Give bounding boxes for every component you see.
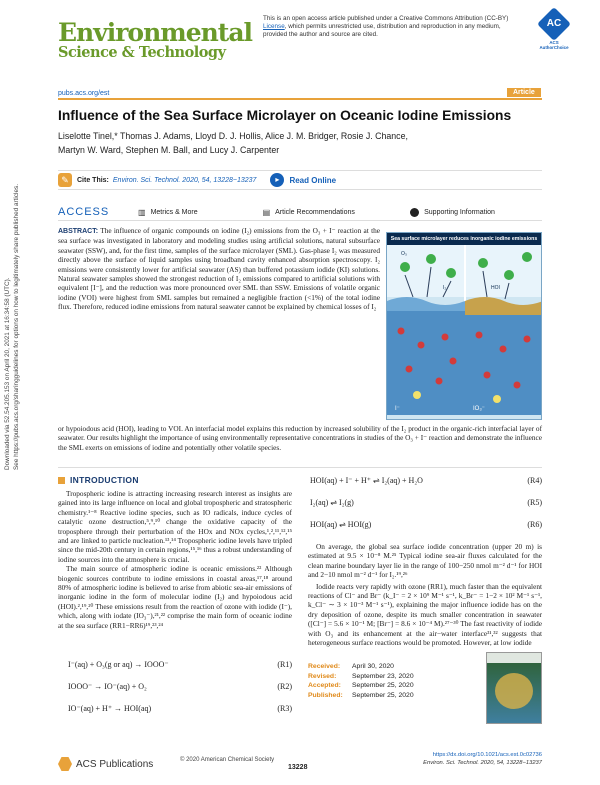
date-published-label: Published: bbox=[308, 691, 343, 699]
date-revised-value: September 23, 2020 bbox=[352, 672, 414, 680]
journal-cover-image[interactable] bbox=[486, 652, 542, 724]
supporting-info-link[interactable]: Supporting Information bbox=[424, 208, 495, 216]
intro-column-right bbox=[308, 542, 542, 647]
equation-r1 bbox=[68, 660, 292, 669]
journal-url[interactable]: pubs.acs.org/est bbox=[58, 90, 110, 97]
equations-right bbox=[310, 476, 542, 529]
footer-doi[interactable]: https://dx.doi.org/10.1021/acs.est.0c02736 bbox=[432, 752, 542, 758]
authors-line-1: Liselotte Tinel,* Thomas J. Adams, Lloyd D. J. Hollis, Alice J. M. Bridger, Rosie J. Chance, bbox=[58, 131, 408, 141]
equations-left bbox=[68, 660, 292, 713]
intro-heading bbox=[58, 475, 139, 485]
equation-r4 bbox=[310, 476, 542, 485]
intro-paragraph-1: Tropospheric iodine is attracting increasing research interest as insights are gained into its large influence on local and global tropospheric and stratospheric chemistry.¹⁻⁸ Reactive iodine species, such as IO radicals, induce cycles of catalytic ozone destruction,⁵,⁹,¹⁰ change the oxidative capacity of the troposphere through their perturbation of the HOx and NOx cycles,¹,²,¹¹,¹²,¹⁵ and are linked to particle nucleation.¹³,¹⁴ Tropospheric iodine levels have tripled since the mid-20th century in certain regions,¹⁵,¹⁶ thus a robust understanding of iodine sources into the atmosphere is crucial. bbox=[58, 489, 292, 564]
access-label: ACCESS bbox=[58, 206, 110, 218]
authorchoice-badge bbox=[536, 12, 572, 52]
toc-mark-5: HOI bbox=[491, 285, 500, 291]
equation-r5 bbox=[310, 498, 542, 507]
cite-bar bbox=[58, 170, 542, 190]
date-revised-label: Revised: bbox=[308, 672, 337, 680]
toc-mark-1: I⁻ bbox=[395, 406, 400, 412]
metrics-icon[interactable]: ▥ bbox=[138, 207, 146, 217]
intro-heading-label: INTRODUCTION bbox=[70, 475, 139, 485]
abstract-text bbox=[58, 226, 380, 312]
dates-box bbox=[308, 662, 458, 700]
abstract-label: ABSTRACT: bbox=[58, 228, 99, 235]
equation-r4-num: (R4) bbox=[527, 476, 542, 485]
equation-r1-num: (R1) bbox=[277, 660, 292, 669]
date-received-label: Received: bbox=[308, 663, 341, 670]
copyright-notice: © 2020 American Chemical Society bbox=[180, 757, 275, 763]
right-paragraph-1: On average, the global sea surface iodide concentration (upper 20 m) is estimated at 9.5 × 10⁻⁸ M.²⁵ Typical iodine sea-air fluxes calculated for the clean marine boundary layer lie in the range of 100−250 nmol m⁻² d⁻¹ for HOI and 2−10 nmol m⁻² d⁻¹ for I₂.¹⁹,²⁶ bbox=[308, 542, 542, 580]
date-accepted bbox=[308, 681, 458, 691]
toc-mark-4: I₂ bbox=[443, 285, 447, 291]
author-list bbox=[58, 130, 548, 157]
logo-top: Environmental bbox=[58, 18, 253, 47]
license-notice bbox=[263, 15, 525, 39]
equation-r3 bbox=[68, 704, 292, 713]
toc-illustration bbox=[387, 245, 542, 415]
article-title: Influence of the Sea Surface Microlayer on Oceanic Iodine Emissions bbox=[58, 108, 512, 123]
date-accepted-label: Accepted: bbox=[308, 682, 341, 690]
cite-text[interactable]: Environ. Sci. Technol. 2020, 54, 13228−13237 bbox=[112, 176, 257, 184]
date-published-value: September 25, 2020 bbox=[352, 691, 414, 699]
equation-r2-num: (R2) bbox=[277, 682, 292, 691]
intro-column-left bbox=[58, 489, 292, 630]
sidebar-line-2: See https://pubs.acs.org/sharingguidelines for options on how to legitimately share published articles. bbox=[12, 184, 20, 470]
read-online-link[interactable]: Read Online bbox=[289, 175, 337, 185]
date-received bbox=[308, 662, 458, 672]
intro-paragraph-2: The main source of atmospheric iodine is oceanic emissions.²² Although biogenic sources contribute to iodine emissions in coastal areas,¹⁷,¹⁸ around 80% of atmospheric iodine is believed to arise from abiotic sea-air emissions of inorganic iodine in the form of molecular iodine (I₂) and hypoiodous acid (HOI).²,¹⁹,²⁰ These emissions result from the reaction of ozone with iodide (I⁻), which, along with iodate (IO₃⁻),²¹,²² comprise the main form of oceanic iodine at the sea surface (RR1−RR6)¹⁹,²³,²⁴ bbox=[58, 564, 292, 630]
article-type-badge: Article bbox=[507, 88, 541, 97]
toc-banner: Sea surface microlayer reduces inorganic iodine emissions bbox=[387, 233, 541, 245]
equation-r6-expr: HOI(aq) ⇌ HOI(g) bbox=[310, 520, 372, 529]
date-received-value: April 30, 2020 bbox=[352, 663, 394, 670]
equation-r1-expr: I⁻(aq) + O₃(g or aq) → IOOO⁻ bbox=[68, 660, 169, 669]
equation-r4-expr: HOI(aq) + I⁻ + H⁺ ⇌ I₂(aq) + H₂O bbox=[310, 476, 423, 485]
sidebar-line-1: Downloaded via 52.54.205.153 on April 20, 2021 at 16:34:58 (UTC). bbox=[4, 277, 11, 470]
supporting-info-icon[interactable] bbox=[410, 208, 419, 217]
page-number: 13228 bbox=[288, 764, 308, 771]
license-link[interactable]: License bbox=[263, 23, 285, 30]
read-online-icon[interactable]: ▸ bbox=[270, 173, 284, 187]
cite-icon[interactable]: ✎ bbox=[58, 173, 72, 187]
authors-line-2: Martyn W. Ward, Stephen M. Ball, and Lucy J. Carpenter bbox=[58, 144, 280, 155]
ac-badge-label: AC bbox=[546, 18, 562, 29]
metrics-link[interactable]: Metrics & More bbox=[150, 208, 198, 216]
equation-r2-expr: IOOO⁻ → IO⁻(aq) + O₂ bbox=[68, 682, 147, 691]
recommendations-icon[interactable]: ▤ bbox=[262, 207, 271, 217]
footer-citation: Environ. Sci. Technol. 2020, 54, 13228−13237 bbox=[423, 760, 542, 766]
abstract-text-continued: or hypoiodous acid (HOI), leading to VOI. An interfacial model explains this reduction by increased solubility of the I₂ product in the organic-rich interfacial layer of seawater. Our results highlight the importance of using environmentally representative concentrations in studies of the O₃ + I⁻ reaction and demonstrate the influence the SML exerts on emissions of iodine and potentially other volatile species. bbox=[58, 424, 542, 452]
abstract-body: The influence of organic compounds on iodine (I₂) emissions from the O₃ + I⁻ reaction at the sea surface was investigated in laboratory and modeling studies using artificial solutions, natural subsurface seawater (SSW), and, for the first time, samples of the surface microlayer (SML). Gas-phase I₂ was measured directly above the surface of liquid samples using broadband cavity enhanced absorption spectroscopy. I₂ emissions were consistently lower for artificial seawater (AS) than buffered potassium iodide (KI) solutions. Natural seawater samples showed the strongest reduction of I₂ emissions compared to artificial solutions with equivalent [I⁻], and the reduction was more pronounced over SML than SSW. Emissions of volatile organic iodine (VOI) were highest from SML samples but remained a negligible fraction (<1%) of the total iodine flux. Therefore, reduced iodine emissions from natural seawater cannot be explained by chemical losses of I₂ bbox=[58, 226, 380, 312]
download-sidebar bbox=[4, 70, 21, 470]
license-suffix: , which permits unrestricted use, distribution and reproduction in any medium, provided the author and source are cited. bbox=[263, 23, 501, 38]
license-prefix: This is an open access article published under a Creative Commons Attribution (CC-BY) bbox=[263, 15, 509, 22]
acs-hex-icon bbox=[58, 757, 72, 771]
ac-badge-icon bbox=[537, 7, 571, 41]
heading-marker-icon bbox=[58, 477, 65, 484]
header-rule bbox=[58, 98, 542, 100]
equation-r3-expr: IO⁻(aq) + H⁺ → HOI(aq) bbox=[68, 704, 152, 713]
cite-label: Cite This: bbox=[77, 176, 109, 184]
cover-art bbox=[495, 673, 533, 709]
journal-logo bbox=[58, 18, 253, 88]
abstract-divider bbox=[58, 467, 542, 468]
equation-r5-expr: I₂(aq) ⇌ I₂(g) bbox=[310, 498, 354, 507]
logo-bottom: Science & Technology bbox=[58, 44, 226, 61]
equation-r5-num: (R5) bbox=[527, 498, 542, 507]
equation-r3-num: (R3) bbox=[277, 704, 292, 713]
date-accepted-value: September 25, 2020 bbox=[352, 682, 414, 690]
cover-title-strip bbox=[487, 653, 541, 663]
acs-publications-logo[interactable] bbox=[58, 757, 153, 771]
date-revised bbox=[308, 672, 458, 682]
toc-mark-2: IO₃⁻ bbox=[473, 406, 485, 412]
equation-r6 bbox=[310, 520, 542, 529]
toc-mark-3: O₃ bbox=[401, 251, 407, 257]
right-paragraph-2: Iodide reacts very rapidly with ozone (RR1), much faster than the equivalent reactions of Cl⁻ and Br⁻ (k_I⁻ = 2 × 10⁹ M⁻¹ s⁻¹, k_Br⁻ = 1−2 × 10² M⁻¹ s⁻¹, k_Cl⁻ ∼ 3 × 10⁻³ M⁻¹ s⁻¹), explaining the major influence iodide has on the dry deposition of ozone, despite its much smaller concentration in seawater ([Cl⁻] = 5.6 × 10⁻¹ M; [Br⁻] = 8.6 × 10⁻⁴ M).²⁷⁻³⁰ The fast reactivity of iodide with O₃ and its enhancement at the air−water interface³¹,³² suggests that heterogeneous surface reactions would be promoted. However, at low iodide bbox=[308, 581, 542, 648]
equation-r2 bbox=[68, 682, 292, 691]
access-bar bbox=[58, 204, 542, 221]
ac-badge-sub: ACS AuthorChoice bbox=[539, 40, 569, 50]
recommendations-link[interactable]: Article Recommendations bbox=[275, 208, 355, 216]
toc-graphic bbox=[386, 232, 542, 420]
publisher-name: ACS Publications bbox=[76, 758, 154, 770]
equation-r6-num: (R6) bbox=[527, 520, 542, 529]
date-published bbox=[308, 691, 458, 701]
